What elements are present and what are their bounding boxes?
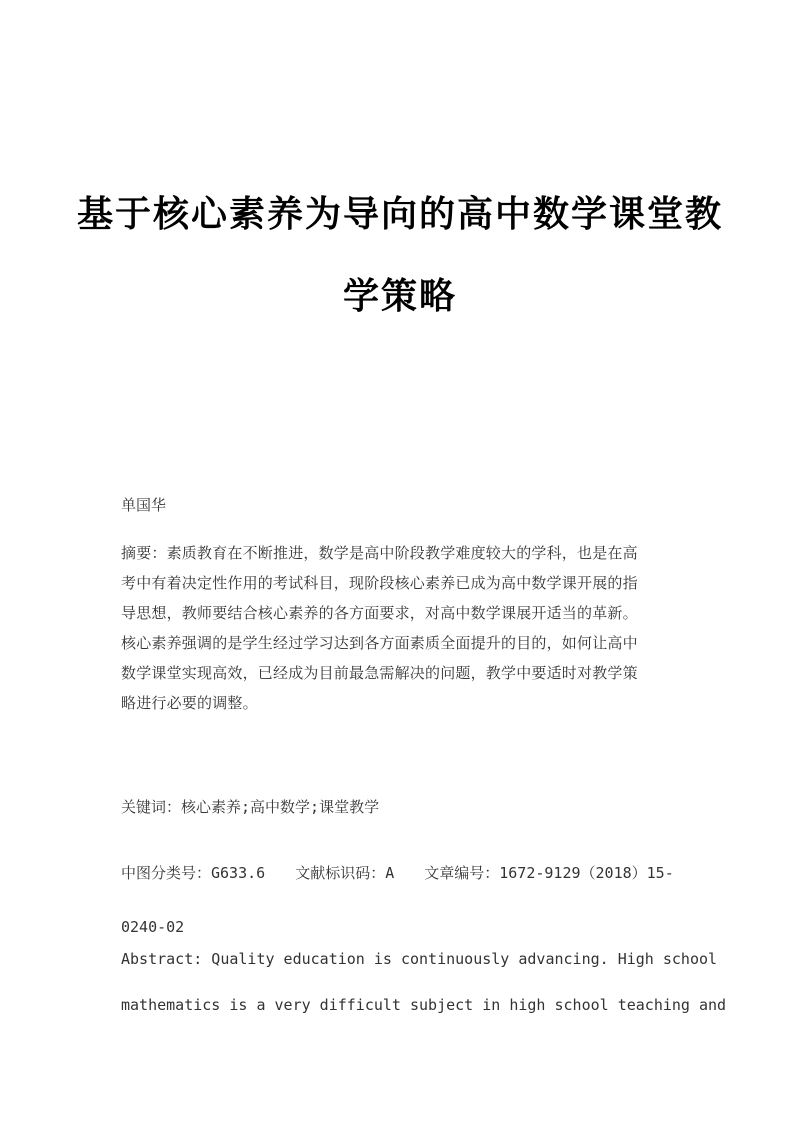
author-name: 单国华 [121, 496, 167, 514]
english-abstract [121, 936, 727, 1028]
abstract-cn-line: 摘要：素质教育在不断推进，数学是高中阶段教学难度较大的学科，也是在高 [121, 544, 638, 562]
abstract-cn-line: 核心素养强调的是学生经过学习达到各方面素质全面提升的目的，如何让高中 [121, 634, 638, 652]
paper-title-line-2: 学策略 [342, 275, 457, 317]
abstract-en-line: mathematics is a very difficult subject in high school teaching and [121, 996, 727, 1014]
abstract-cn-line: 考中有着决定性作用的考试科目，现阶段核心素养已成为高中数学课开展的指 [121, 574, 638, 592]
clc-number: 中图分类号：G633.6 [121, 864, 266, 882]
article-number: 文章编号：1672-9129（2018）15- [424, 864, 674, 882]
classification-line [121, 846, 683, 900]
keywords: 关键词：核心素养;高中数学;课堂教学 [121, 798, 380, 816]
paper-title-line-1: 基于核心素养为导向的高中数学课堂教 [76, 193, 723, 235]
chinese-abstract [121, 538, 681, 718]
abstract-cn-line: 导思想，教师要结合核心素养的各方面要求，对高中数学课展开适当的革新。 [121, 604, 638, 622]
article-number-continued: 0240-02 [121, 918, 185, 936]
abstract-cn-line: 数学课堂实现高效，已经成为目前最急需解决的问题，教学中要适时对教学策 [121, 664, 638, 682]
abstract-cn-line: 略进行必要的调整。 [121, 694, 258, 712]
abstract-en-line: Abstract: Quality education is continuously advancing. High school [121, 950, 718, 968]
document-code: 文献标识码：A [295, 864, 395, 882]
